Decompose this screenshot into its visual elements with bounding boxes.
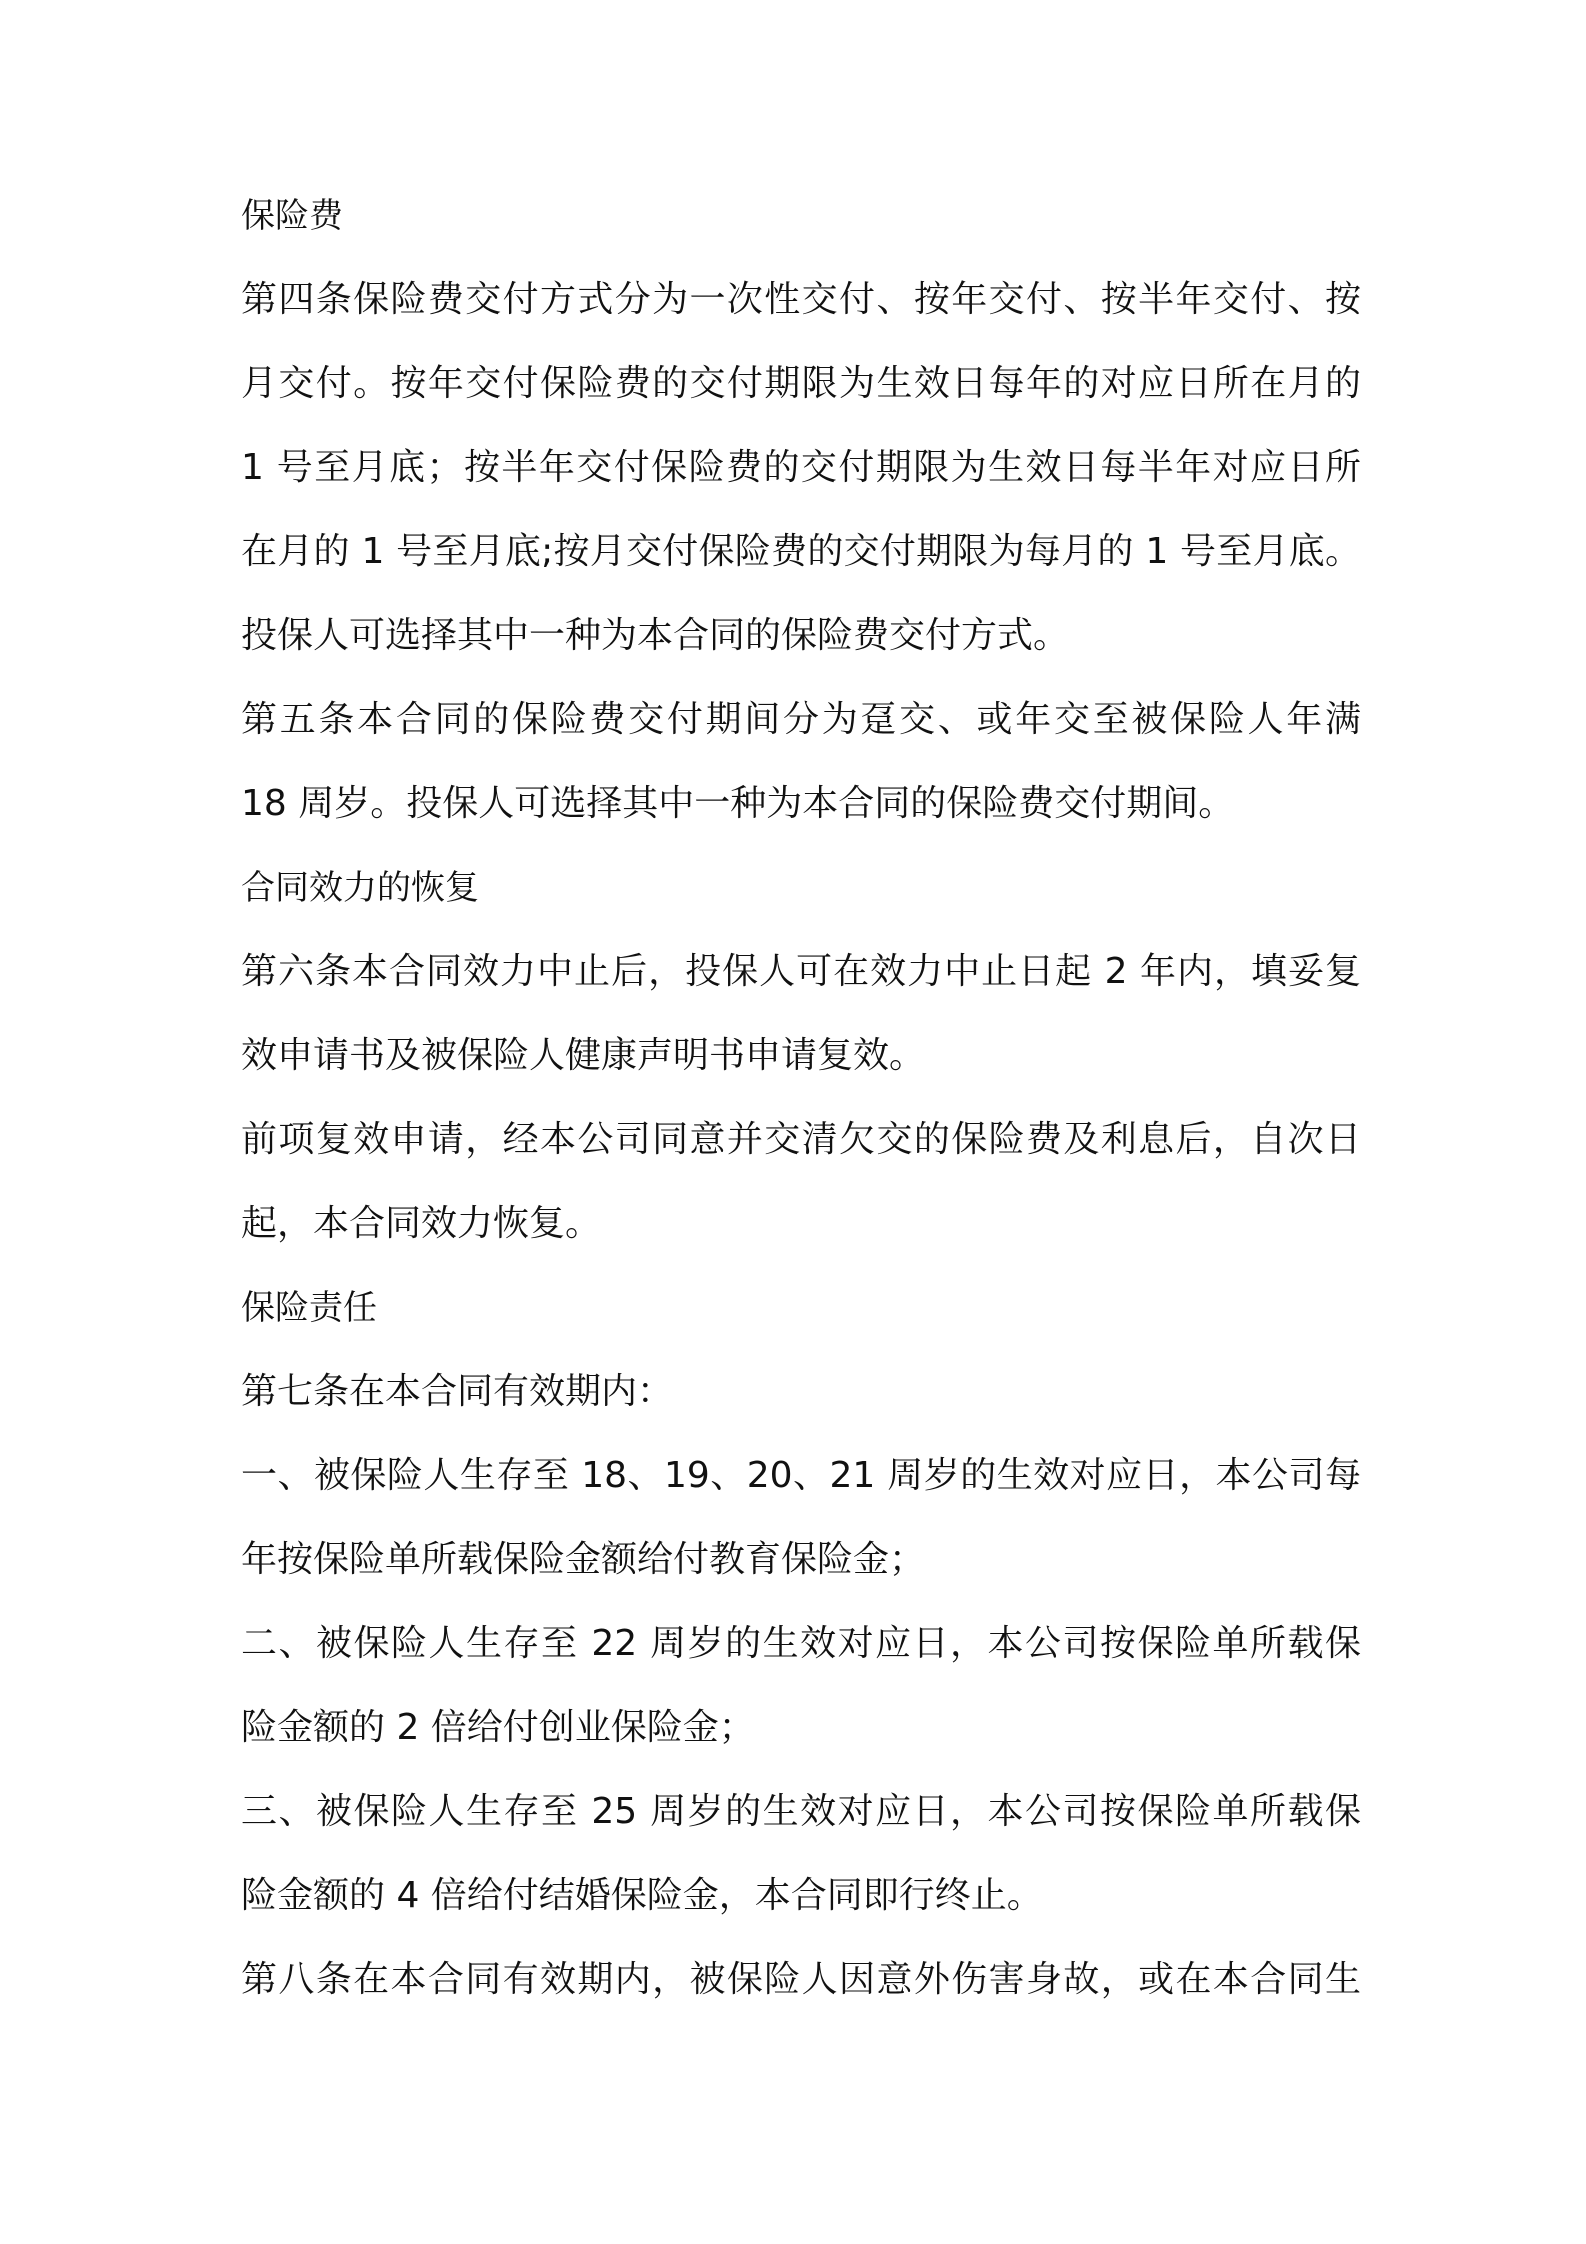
paragraph-line: 年按保险单所载保险金额给付教育保险金； [241,1539,926,1580]
paragraph-line: 第七条在本合同有效期内： [241,1371,674,1412]
paragraph-line: 18 周岁。投保人可选择其中一种为本合同的保险费交付期间。 [241,783,1235,824]
paragraph-line: 险金额的 2 倍给付创业保险金； [241,1707,755,1748]
paragraph-line: 月交付。按年交付保险费的交付期限为生效日每年的对应日所在月的 [241,363,1361,404]
paragraph-line: 二、被保险人生存至 22 周岁的生效对应日，本公司按保险单所载保 [241,1623,1361,1664]
paragraph-line: 一、被保险人生存至 18、19、20、21 周岁的生效对应日，本公司每 [241,1455,1361,1496]
section-heading-reinstatement: 合同效力的恢复 [241,868,479,908]
paragraph-line: 三、被保险人生存至 25 周岁的生效对应日，本公司按保险单所载保 [241,1791,1361,1832]
paragraph-line: 第六条本合同效力中止后，投保人可在效力中止日起 2 年内，填妥复 [241,951,1361,992]
paragraph-line: 险金额的 4 倍给付结婚保险金，本合同即行终止。 [241,1875,1043,1916]
paragraph-line: 前项复效申请，经本公司同意并交清欠交的保险费及利息后，自次日 [241,1119,1361,1160]
paragraph-line: 第八条在本合同有效期内，被保险人因意外伤害身故，或在本合同生 [241,1959,1361,2000]
paragraph-line: 在月的 1 号至月底;按月交付保险费的交付期限为每月的 1 号至月底。 [241,531,1361,572]
paragraph-line: 效申请书及被保险人健康声明书申请复效。 [241,1035,926,1076]
paragraph-line: 起，本合同效力恢复。 [241,1203,602,1244]
paragraph-line: 1 号至月底；按半年交付保险费的交付期限为生效日每半年对应日所 [241,447,1361,488]
section-heading-premium: 保险费 [241,196,343,236]
paragraph-line: 第五条本合同的保险费交付期间分为趸交、或年交至被保险人年满 [241,699,1361,740]
paragraph-line: 投保人可选择其中一种为本合同的保险费交付方式。 [241,615,1070,656]
paragraph-line: 第四条保险费交付方式分为一次性交付、按年交付、按半年交付、按 [241,279,1361,320]
document-body [241,196,1361,2044]
section-heading-liability: 保险责任 [241,1288,377,1328]
